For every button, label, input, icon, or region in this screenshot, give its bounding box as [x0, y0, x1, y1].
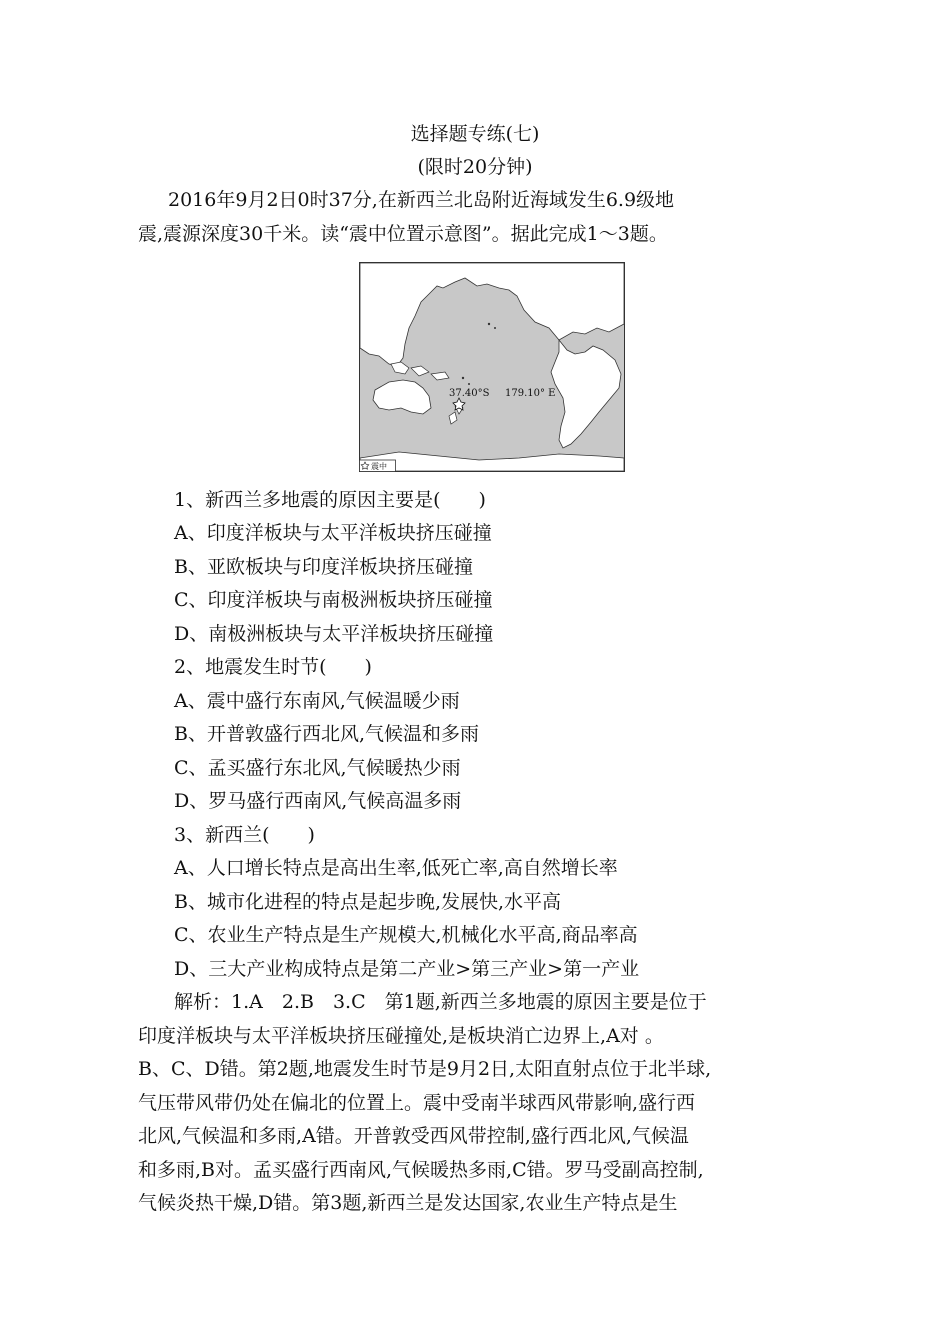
intro-line: 2016年9月2日0时37分,在新西兰北岛附近海域发生6.9级地: [168, 189, 675, 211]
analysis-line: B、C、D错。第2题,地震发生时节是9月2日,太阳直射点位于北半球,: [138, 1058, 712, 1080]
option-line: D、三大产业构成特点是第二产业>第三产业>第一产业: [174, 958, 640, 980]
option-line: D、南极洲板块与太平洋板块挤压碰撞: [174, 623, 494, 645]
option-line: B、亚欧板块与印度洋板块挤压碰撞: [174, 556, 473, 578]
analysis-line: 和多雨,B对。孟买盛行西南风,气候暖热多雨,C错。罗马受副高控制,: [138, 1159, 704, 1181]
island: [494, 327, 496, 329]
longitude-label: 179.10° E: [505, 388, 556, 399]
analysis-line: 气候炎热干燥,D错。第3题,新西兰是发达国家,农业生产特点是生: [138, 1192, 678, 1214]
island: [468, 383, 470, 385]
option-line: C、孟买盛行东北风,气候暖热少雨: [174, 757, 461, 779]
legend-label: 震中: [371, 462, 387, 471]
analysis-line: 气压带风带仍处在偏北的位置上。震中受南半球西风带影响,盛行西: [138, 1092, 696, 1114]
intro-line: 震,震源深度30千米。读“震中位置示意图”。据此完成1～3题。: [138, 223, 668, 245]
option-line: B、城市化进程的特点是起步晚,发展快,水平高: [174, 891, 562, 913]
island: [462, 377, 464, 379]
option-line: D、罗马盛行西南风,气候高温多雨: [174, 790, 462, 812]
question-line: 1、新西兰多地震的原因主要是( ): [174, 489, 486, 511]
latitude-label: 37.40°S: [449, 388, 490, 399]
page-title: 选择题专练(七): [410, 123, 540, 145]
page-subtitle: (限时20分钟): [417, 156, 533, 178]
option-line: C、农业生产特点是生产规模大,机械化水平高,商品率高: [174, 924, 638, 946]
analysis-line: 印度洋板块与太平洋板块挤压碰撞处,是板块消亡边界上,A对 。: [138, 1025, 664, 1047]
option-line: A、印度洋板块与太平洋板块挤压碰撞: [174, 522, 492, 544]
option-line: A、震中盛行东南风,气候温暖少雨: [174, 690, 460, 712]
option-line: A、人口增长特点是高出生率,低死亡率,高自然增长率: [174, 857, 618, 879]
option-line: C、印度洋板块与南极洲板块挤压碰撞: [174, 589, 493, 611]
epicenter-map: [359, 262, 625, 472]
island: [488, 323, 490, 325]
question-line: 2、地震发生时节( ): [174, 656, 372, 678]
question-line: 3、新西兰( ): [174, 824, 315, 846]
analysis-line: 北风,气候温和多雨,A错。开普敦受西风带控制,盛行西北风,气候温: [138, 1125, 689, 1147]
analysis-line: 解析：1.A 2.B 3.C 第1题,新西兰多地震的原因主要是位于: [174, 991, 707, 1013]
option-line: B、开普敦盛行西北风,气候温和多雨: [174, 723, 480, 745]
